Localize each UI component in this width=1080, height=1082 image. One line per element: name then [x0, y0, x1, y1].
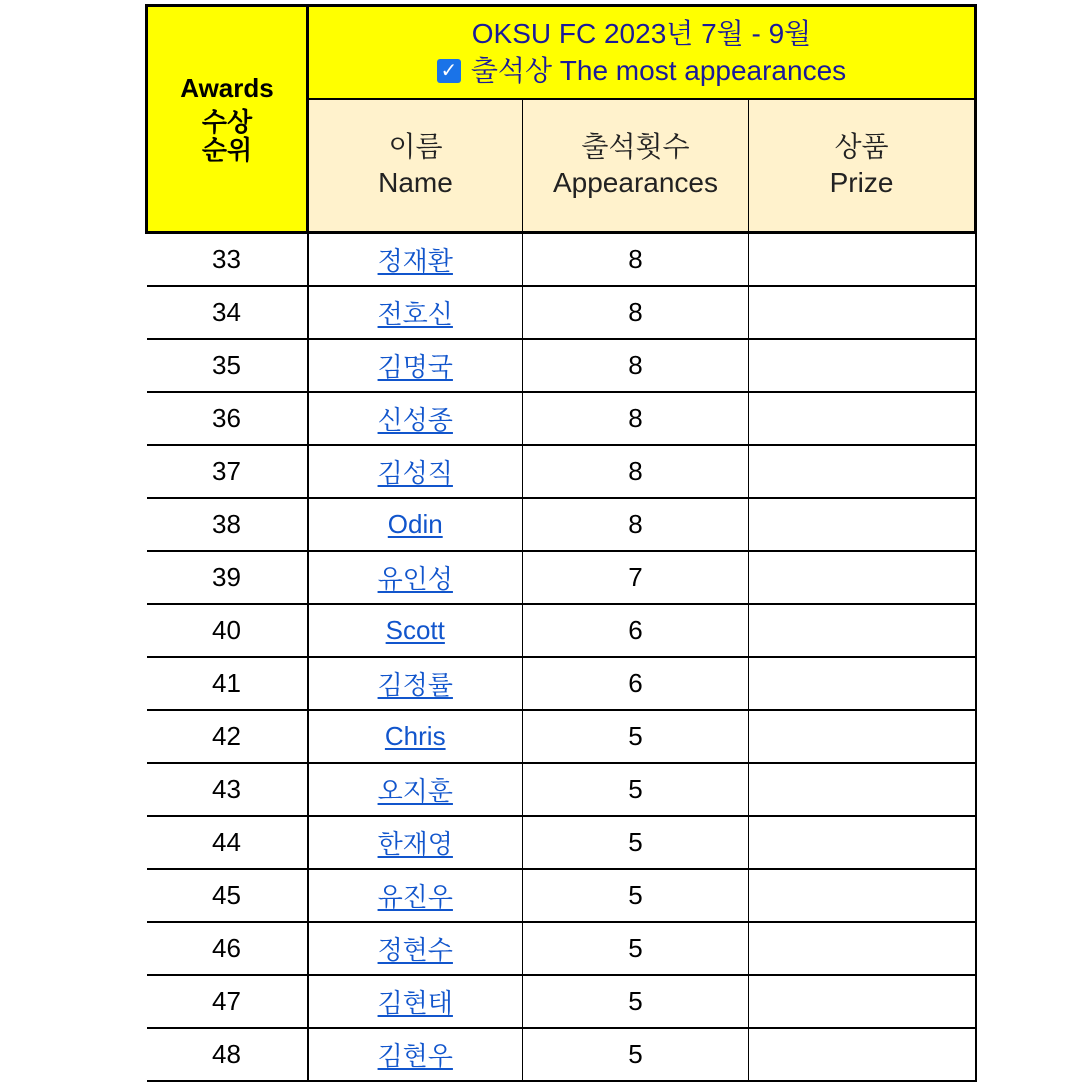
- rank-cell: 33: [147, 233, 308, 287]
- name-cell: [308, 869, 523, 922]
- prize-cell[interactable]: [749, 445, 976, 498]
- rank-cell: 37: [147, 445, 308, 498]
- table-row: [147, 392, 976, 445]
- name-cell: [308, 498, 523, 551]
- player-name-link[interactable]: 유진우: [377, 882, 453, 912]
- player-name-link[interactable]: 김정률: [377, 670, 453, 700]
- table-row: [147, 869, 976, 922]
- prize-cell[interactable]: [749, 233, 976, 287]
- prize-cell[interactable]: [749, 816, 976, 869]
- prize-cell[interactable]: [749, 1028, 976, 1081]
- prize-cell[interactable]: [749, 657, 976, 710]
- name-header-ko: 이름: [388, 131, 443, 163]
- table-row: [147, 816, 976, 869]
- appearances-cell: 6: [523, 604, 749, 657]
- appearances-column-header: [523, 99, 749, 233]
- name-cell: [308, 286, 523, 339]
- appearances-cell: 8: [523, 339, 749, 392]
- table-row: [147, 551, 976, 604]
- appearances-cell: 5: [523, 816, 749, 869]
- name-column-header: [308, 99, 523, 233]
- appearances-cell: 5: [523, 1028, 749, 1081]
- rank-cell: 35: [147, 339, 308, 392]
- player-name-link[interactable]: 정재환: [377, 246, 453, 276]
- checked-checkbox-icon[interactable]: ✓: [437, 59, 461, 83]
- appearances-cell: 6: [523, 657, 749, 710]
- rank-cell: 34: [147, 286, 308, 339]
- rank-cell: 39: [147, 551, 308, 604]
- rank-cell: 36: [147, 392, 308, 445]
- rank-column-header: [147, 6, 308, 233]
- appearances-cell: 5: [523, 922, 749, 975]
- name-cell: [308, 445, 523, 498]
- appearances-cell: 8: [523, 445, 749, 498]
- rank-cell: 41: [147, 657, 308, 710]
- name-cell: [308, 710, 523, 763]
- appearances-cell: 8: [523, 233, 749, 287]
- appearances-cell: 5: [523, 869, 749, 922]
- rank-header-ko-2: 순위: [201, 135, 253, 165]
- name-cell: [308, 551, 523, 604]
- appearances-header-ko: 출석횟수: [581, 131, 690, 163]
- player-name-link[interactable]: 전호신: [377, 299, 453, 329]
- prize-header-ko: 상품: [834, 131, 889, 163]
- prize-cell[interactable]: [749, 286, 976, 339]
- prize-column-header: [749, 99, 976, 233]
- prize-cell[interactable]: [749, 339, 976, 392]
- rank-header-awards: Awards: [180, 73, 274, 103]
- name-header-en: Name: [378, 167, 453, 199]
- appearances-cell: 8: [523, 392, 749, 445]
- prize-cell[interactable]: [749, 710, 976, 763]
- rank-cell: 48: [147, 1028, 308, 1081]
- player-name-link[interactable]: 김성직: [377, 458, 453, 488]
- rank-cell: 38: [147, 498, 308, 551]
- prize-cell[interactable]: [749, 392, 976, 445]
- appearances-cell: 5: [523, 710, 749, 763]
- table-row: [147, 657, 976, 710]
- name-cell: [308, 922, 523, 975]
- appearances-cell: 5: [523, 763, 749, 816]
- name-cell: [308, 392, 523, 445]
- table-title: OKSU FC 2023년 7월 - 9월: [471, 17, 812, 49]
- rank-cell: 46: [147, 922, 308, 975]
- table-row: [147, 710, 976, 763]
- name-cell: [308, 233, 523, 287]
- table-row: [147, 498, 976, 551]
- table-title-cell: [308, 6, 976, 99]
- player-name-link[interactable]: 유인성: [377, 564, 453, 594]
- appearances-cell: 8: [523, 498, 749, 551]
- player-name-link[interactable]: 오지훈: [377, 776, 453, 806]
- rank-cell: 40: [147, 604, 308, 657]
- prize-cell[interactable]: [749, 975, 976, 1028]
- appearances-cell: 8: [523, 286, 749, 339]
- name-cell: [308, 816, 523, 869]
- player-name-link[interactable]: 김현태: [377, 988, 453, 1018]
- table-row: [147, 763, 976, 816]
- name-cell: [308, 763, 523, 816]
- table-row: [147, 922, 976, 975]
- table-row: [147, 339, 976, 392]
- player-name-link[interactable]: 한재영: [377, 829, 453, 859]
- prize-cell[interactable]: [749, 869, 976, 922]
- player-name-link[interactable]: Chris: [384, 721, 446, 751]
- name-cell: [308, 339, 523, 392]
- appearances-header-en: Appearances: [552, 167, 718, 199]
- player-name-link[interactable]: Odin: [387, 509, 443, 539]
- name-cell: [308, 604, 523, 657]
- rank-cell: 47: [147, 975, 308, 1028]
- table-row: [147, 604, 976, 657]
- appearances-cell: 7: [523, 551, 749, 604]
- player-name-link[interactable]: 김명국: [377, 352, 453, 382]
- table-row: [147, 1028, 976, 1081]
- prize-cell[interactable]: [749, 922, 976, 975]
- player-name-link[interactable]: Scott: [385, 615, 445, 645]
- prize-cell[interactable]: [749, 498, 976, 551]
- award-title-row: [437, 54, 846, 88]
- name-cell: [308, 975, 523, 1028]
- rank-cell: 45: [147, 869, 308, 922]
- appearances-cell: 5: [523, 975, 749, 1028]
- prize-cell[interactable]: [749, 763, 976, 816]
- table-row: [147, 975, 976, 1028]
- awards-table: [145, 4, 977, 1082]
- prize-cell[interactable]: [749, 604, 976, 657]
- rank-cell: 42: [147, 710, 308, 763]
- table-row: [147, 445, 976, 498]
- player-name-link[interactable]: 정현수: [377, 935, 453, 965]
- rank-header-ko-1: 수상: [201, 107, 253, 137]
- award-title: 출석상 The most appearances: [470, 54, 847, 86]
- player-name-link[interactable]: 김현우: [377, 1041, 453, 1071]
- player-name-link[interactable]: 신성종: [377, 405, 453, 435]
- table-row: [147, 286, 976, 339]
- table-row: [147, 233, 976, 287]
- rank-cell: 43: [147, 763, 308, 816]
- prize-header-en: Prize: [829, 167, 894, 199]
- name-cell: [308, 1028, 523, 1081]
- prize-cell[interactable]: [749, 551, 976, 604]
- name-cell: [308, 657, 523, 710]
- table-body: [147, 233, 976, 1082]
- rank-cell: 44: [147, 816, 308, 869]
